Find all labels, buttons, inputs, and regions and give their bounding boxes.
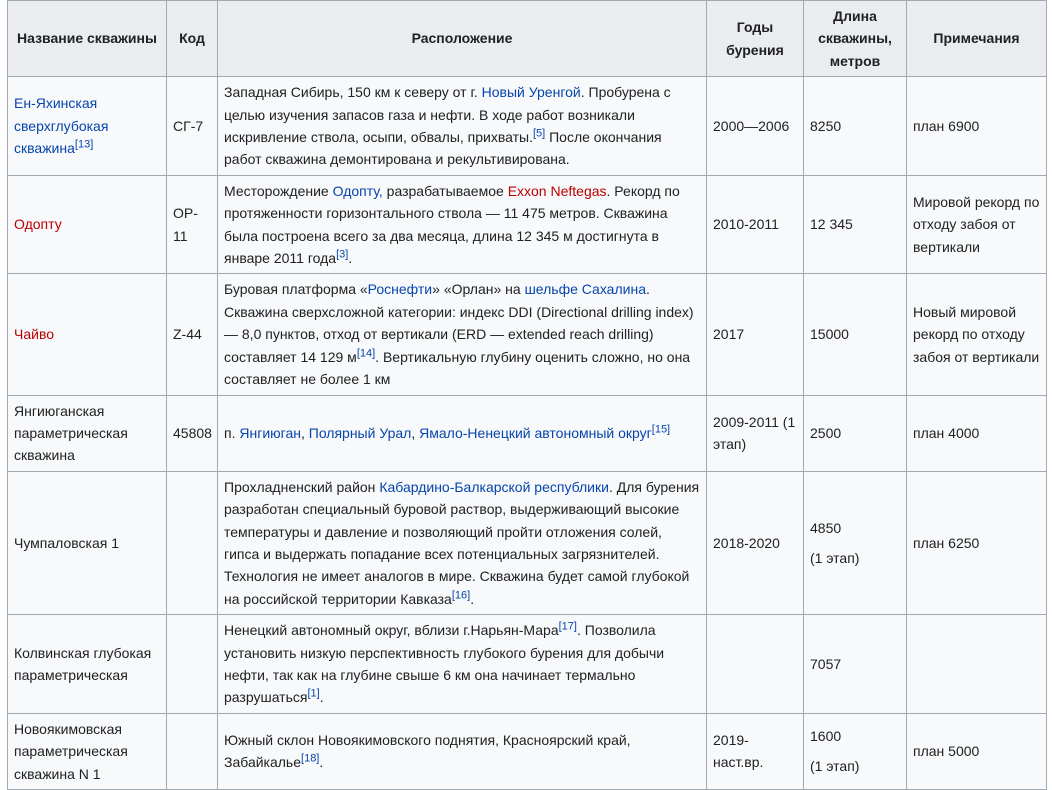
location-text: . Пробурена с целью изучения запасов газа и нефти. В ходе работ возникали искривление ствола, осыпи, обвалы, прихваты.	[224, 84, 671, 146]
location-text: . Позволила установить низкую перспективность глубокого бурения для добычи нефти, так как на глубине свыше 6 км она начинает термально разрушаться	[224, 622, 665, 706]
reference-link[interactable]: [1]	[307, 687, 320, 700]
cell-name	[8, 274, 167, 395]
cell-notes: план 5000	[907, 713, 1047, 789]
location-link[interactable]: Кабардино-Балкарской республики	[379, 478, 609, 495]
location-link[interactable]: Полярный Урал	[308, 424, 412, 441]
cell-name	[8, 77, 167, 176]
cell-years: 2000—2006	[707, 77, 804, 176]
reference-link[interactable]: [3]	[336, 248, 349, 261]
table-row	[8, 615, 1047, 714]
cell-notes	[907, 615, 1047, 714]
cell-length	[804, 175, 907, 274]
cell-location	[218, 615, 707, 714]
cell-code: Z-44	[167, 274, 218, 395]
cell-location	[218, 175, 707, 274]
cell-location	[218, 471, 707, 614]
wells-table	[7, 0, 1047, 790]
table-row	[8, 77, 1047, 176]
reference-link[interactable]: [5]	[532, 127, 546, 140]
header-code[interactable]: Код	[167, 1, 218, 77]
cell-length	[804, 615, 907, 714]
cell-code: 45808	[167, 395, 218, 471]
cell-location	[218, 713, 707, 789]
cell-notes: Новый мировой рекорд по отходу забоя от вертикали	[907, 274, 1047, 395]
cell-years: 2019-наст.вр.	[707, 713, 804, 789]
length-value: 8250	[810, 117, 842, 134]
company-link[interactable]: Роснефти	[367, 281, 433, 298]
cell-name: Колвинская глубокая параметрическая	[8, 615, 167, 714]
table-row	[8, 713, 1047, 789]
well-name-link[interactable]: Чайво	[14, 326, 55, 343]
location-text: ,	[300, 424, 309, 441]
reference-link[interactable]: [13]	[74, 138, 94, 151]
location-text: п.	[224, 424, 240, 441]
length-value: 1600	[810, 727, 842, 744]
location-text: . Вертикальную глубину оценить сложно, но она составляет не более 1 км	[224, 348, 691, 388]
cell-years	[707, 615, 804, 714]
cell-years: 2010-2011	[707, 175, 804, 274]
length-stage: (1 этап)	[810, 758, 860, 775]
cell-length	[804, 395, 907, 471]
location-text: Месторождение	[224, 182, 333, 199]
cell-code	[167, 471, 218, 614]
length-value: 15000	[810, 326, 849, 343]
reference-link[interactable]: [18]	[301, 752, 320, 765]
reference-link[interactable]: [15]	[651, 423, 671, 436]
cell-notes: план 4000	[907, 395, 1047, 471]
cell-name	[8, 175, 167, 274]
header-years[interactable]: Годы бурения	[707, 1, 804, 77]
cell-code	[167, 713, 218, 789]
cell-name: Новоякимовская параметрическая скважина N 1	[8, 713, 167, 789]
cell-notes: Мировой рекорд по отходу забоя от вертикали	[907, 175, 1047, 274]
location-text: . Для бурения разработан специальный буровой раствор, выдерживающий высокие температуры и давление и позволяющий пройти отложения солей, гипса и выдержать попадание всех потенциальных загрязнителей. Технология не имеет аналогов в мире. Скважина будет самой глубокой на российской территории Кавказа	[224, 478, 700, 607]
location-text: . Рекорд по протяженности горизонтального ствола — 11 475 метров. Скважина была построена всего за два месяца, длина 12 345 м достигнута в январе 2011 года	[224, 182, 680, 267]
cell-length	[804, 713, 907, 789]
cell-length	[804, 471, 907, 614]
cell-notes: план 6900	[907, 77, 1047, 176]
cell-name: Янгиюганская параметрическая скважина	[8, 395, 167, 471]
location-text: Южный склон Новоякимовского поднятия, Красноярский край, Забайкалье	[224, 731, 631, 771]
cell-years: 2018-2020	[707, 471, 804, 614]
header-length[interactable]: Длина скважины, метров	[804, 1, 907, 77]
location-text: ,	[411, 424, 420, 441]
cell-years: 2017	[707, 274, 804, 395]
length-value: 7057	[810, 655, 842, 672]
location-text: Западная Сибирь, 150 км к северу от г.	[224, 84, 482, 101]
cell-notes: план 6250	[907, 471, 1047, 614]
header-notes[interactable]: Примечания	[907, 1, 1047, 77]
location-text: разрабатываемое	[382, 182, 508, 199]
location-link[interactable]: шельфе Сахалина	[524, 281, 646, 298]
location-text: Ненецкий автономный округ, вблизи г.Нарьян-Мара	[224, 622, 559, 639]
length-value: 4850	[810, 519, 842, 536]
well-name-link[interactable]: Ен-Яхинская сверхглубокая скважина	[14, 95, 109, 157]
cell-code: СГ-7	[167, 77, 218, 176]
header-location[interactable]: Расположение	[218, 1, 707, 77]
cell-code: OP-11	[167, 175, 218, 274]
table-row	[8, 471, 1047, 614]
well-name-link[interactable]: Одопту	[14, 216, 62, 233]
location-link[interactable]: Янгиюган	[239, 424, 301, 441]
table-row	[8, 175, 1047, 274]
cell-name: Чумпаловская 1	[8, 471, 167, 614]
cell-years: 2009-2011 (1 этап)	[707, 395, 804, 471]
location-link[interactable]: Новый Уренгой	[481, 84, 581, 101]
header-name[interactable]: Название скважины	[8, 1, 167, 77]
cell-length	[804, 77, 907, 176]
location-text: Прохладненский район	[224, 478, 380, 495]
location-text: » «Орлан» на	[432, 281, 525, 298]
location-link[interactable]: Ямало-Ненецкий автономный округ	[419, 424, 652, 441]
reference-link[interactable]: [14]	[356, 347, 376, 360]
length-stage: (1 этап)	[810, 549, 860, 566]
location-text: .	[319, 689, 324, 706]
location-text: Буровая платформа «	[224, 281, 368, 298]
location-text: .	[319, 754, 324, 771]
location-text: . Скважина сверхсложной категории: индекс DDI (Directional drilling index) — 8,0 пунктов, отход от вертикали (ERD — extended reach drilling) составляет 14 129 м	[224, 281, 694, 365]
cell-location	[218, 77, 707, 176]
cell-length	[804, 274, 907, 395]
location-link[interactable]: Одопту,	[332, 182, 383, 199]
location-text: .	[348, 250, 353, 267]
length-value: 12 345	[810, 216, 853, 233]
length-value: 2500	[810, 424, 842, 441]
cell-location	[218, 274, 707, 395]
cell-location	[218, 395, 707, 471]
reference-link[interactable]: [16]	[451, 589, 471, 602]
location-text: .	[470, 590, 475, 607]
table-header-row	[8, 1, 1047, 77]
table-row	[8, 274, 1047, 395]
reference-link[interactable]: [17]	[558, 620, 577, 633]
table-row	[8, 395, 1047, 471]
location-text: После окончания работ скважина демонтирована и рекультивирована.	[224, 129, 662, 168]
cell-code	[167, 615, 218, 714]
company-link[interactable]: Exxon Neftegas	[507, 182, 607, 199]
